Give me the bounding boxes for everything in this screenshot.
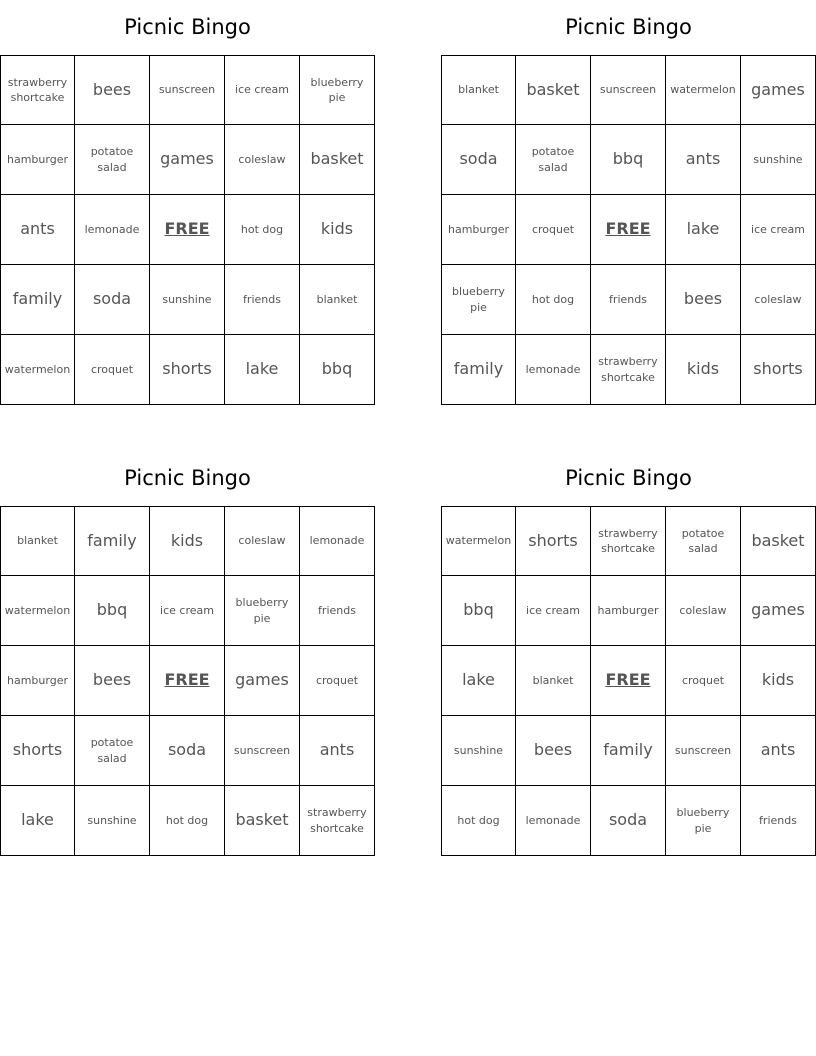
bingo-card-2 bbox=[441, 0, 816, 405]
bingo-card-1 bbox=[0, 0, 375, 405]
bingo-cell[interactable]: bbq bbox=[75, 576, 150, 646]
bingo-cell[interactable]: basket bbox=[741, 506, 816, 576]
bingo-cell[interactable]: sunshine bbox=[741, 125, 816, 195]
bingo-cell[interactable]: croquet bbox=[666, 646, 741, 716]
bingo-cell[interactable]: blueberry pie bbox=[441, 265, 516, 335]
bingo-cell[interactable]: lake bbox=[441, 646, 516, 716]
bingo-grid bbox=[441, 506, 816, 856]
bingo-cell[interactable]: coleslaw bbox=[666, 576, 741, 646]
bingo-cell[interactable]: hamburger bbox=[0, 646, 75, 716]
bingo-cell[interactable]: potatoe salad bbox=[75, 125, 150, 195]
bingo-cell[interactable]: kids bbox=[666, 335, 741, 405]
bingo-cell[interactable]: sunscreen bbox=[591, 55, 666, 125]
bingo-cell[interactable]: hamburger bbox=[591, 576, 666, 646]
bingo-cell[interactable]: lemonade bbox=[516, 335, 591, 405]
bingo-cell[interactable]: blanket bbox=[441, 55, 516, 125]
bingo-grid bbox=[441, 55, 816, 405]
bingo-cell[interactable]: strawberry shortcake bbox=[591, 506, 666, 576]
bingo-cell[interactable]: friends bbox=[300, 576, 375, 646]
bingo-grid bbox=[0, 55, 375, 405]
bingo-cell[interactable]: coleslaw bbox=[741, 265, 816, 335]
bingo-cell[interactable]: blanket bbox=[516, 646, 591, 716]
bingo-cell[interactable]: lemonade bbox=[75, 195, 150, 265]
bingo-cell[interactable]: ice cream bbox=[225, 55, 300, 125]
bingo-cell[interactable]: blueberry pie bbox=[300, 55, 375, 125]
bingo-cell[interactable]: hot dog bbox=[516, 265, 591, 335]
bingo-cell[interactable]: croquet bbox=[516, 195, 591, 265]
bingo-cell[interactable]: family bbox=[75, 506, 150, 576]
bingo-cell[interactable]: ants bbox=[0, 195, 75, 265]
bingo-cell[interactable]: ice cream bbox=[150, 576, 225, 646]
bingo-cell[interactable]: basket bbox=[300, 125, 375, 195]
bingo-cell[interactable]: friends bbox=[591, 265, 666, 335]
bingo-cell[interactable]: ice cream bbox=[741, 195, 816, 265]
bingo-cell[interactable]: hot dog bbox=[225, 195, 300, 265]
bingo-cell[interactable]: family bbox=[0, 265, 75, 335]
bingo-cell[interactable]: soda bbox=[150, 716, 225, 786]
bingo-cell[interactable]: friends bbox=[741, 786, 816, 856]
bingo-cell[interactable]: shorts bbox=[516, 506, 591, 576]
bingo-cell[interactable]: kids bbox=[741, 646, 816, 716]
bingo-cell[interactable]: kids bbox=[150, 506, 225, 576]
bingo-cell[interactable]: lake bbox=[666, 195, 741, 265]
bingo-cell[interactable]: bbq bbox=[591, 125, 666, 195]
bingo-cell[interactable]: friends bbox=[225, 265, 300, 335]
bingo-cell[interactable]: croquet bbox=[75, 335, 150, 405]
bingo-cell[interactable]: coleslaw bbox=[225, 125, 300, 195]
bingo-cell[interactable]: blanket bbox=[300, 265, 375, 335]
bingo-cell[interactable]: lake bbox=[0, 786, 75, 856]
bingo-cell[interactable]: soda bbox=[441, 125, 516, 195]
bingo-cell[interactable]: bees bbox=[75, 55, 150, 125]
bingo-cell[interactable]: bbq bbox=[300, 335, 375, 405]
bingo-cell[interactable]: shorts bbox=[0, 716, 75, 786]
bingo-cell[interactable]: hamburger bbox=[0, 125, 75, 195]
bingo-cell[interactable]: basket bbox=[225, 786, 300, 856]
bingo-cell[interactable]: sunscreen bbox=[225, 716, 300, 786]
bingo-cell[interactable]: bbq bbox=[441, 576, 516, 646]
free-space-cell[interactable]: FREE bbox=[150, 195, 225, 265]
bingo-cell[interactable]: shorts bbox=[150, 335, 225, 405]
bingo-card-3 bbox=[0, 451, 375, 856]
free-space-cell[interactable]: FREE bbox=[591, 646, 666, 716]
bingo-cell[interactable]: sunshine bbox=[75, 786, 150, 856]
bingo-cell[interactable]: bees bbox=[75, 646, 150, 716]
bingo-cell[interactable]: watermelon bbox=[0, 335, 75, 405]
bingo-cell[interactable]: strawberry shortcake bbox=[0, 55, 75, 125]
bingo-cell[interactable]: lake bbox=[225, 335, 300, 405]
card-title: Picnic Bingo bbox=[124, 466, 251, 490]
bingo-cell[interactable]: potatoe salad bbox=[75, 716, 150, 786]
bingo-cell[interactable]: potatoe salad bbox=[516, 125, 591, 195]
bingo-cell[interactable]: lemonade bbox=[516, 786, 591, 856]
bingo-cell[interactable]: sunscreen bbox=[666, 716, 741, 786]
bingo-cell[interactable]: soda bbox=[591, 786, 666, 856]
bingo-cell[interactable]: games bbox=[225, 646, 300, 716]
bingo-cell[interactable]: watermelon bbox=[0, 576, 75, 646]
bingo-cell[interactable]: hot dog bbox=[441, 786, 516, 856]
bingo-cell[interactable]: watermelon bbox=[666, 55, 741, 125]
bingo-cell[interactable]: coleslaw bbox=[225, 506, 300, 576]
bingo-cell[interactable]: blueberry pie bbox=[666, 786, 741, 856]
bingo-cell[interactable]: sunscreen bbox=[150, 55, 225, 125]
bingo-cell[interactable]: hot dog bbox=[150, 786, 225, 856]
bingo-cell[interactable]: hamburger bbox=[441, 195, 516, 265]
bingo-grid bbox=[0, 506, 375, 856]
bingo-cell[interactable]: blueberry pie bbox=[225, 576, 300, 646]
bingo-cell[interactable]: bees bbox=[666, 265, 741, 335]
bingo-cell[interactable]: strawberry shortcake bbox=[591, 335, 666, 405]
bingo-cell[interactable]: games bbox=[741, 576, 816, 646]
bingo-cell[interactable]: soda bbox=[75, 265, 150, 335]
bingo-cell[interactable]: sunshine bbox=[150, 265, 225, 335]
bingo-cell[interactable]: ants bbox=[666, 125, 741, 195]
bingo-cell[interactable]: ice cream bbox=[516, 576, 591, 646]
bingo-cell[interactable]: blanket bbox=[0, 506, 75, 576]
bingo-cell[interactable]: kids bbox=[300, 195, 375, 265]
bingo-cell[interactable]: bees bbox=[516, 716, 591, 786]
bingo-cell[interactable]: games bbox=[150, 125, 225, 195]
bingo-cell[interactable]: basket bbox=[516, 55, 591, 125]
card-title: Picnic Bingo bbox=[565, 466, 692, 490]
bingo-cell[interactable]: games bbox=[741, 55, 816, 125]
bingo-cell[interactable]: sunshine bbox=[441, 716, 516, 786]
free-space-cell[interactable]: FREE bbox=[591, 195, 666, 265]
bingo-cell[interactable]: potatoe salad bbox=[666, 506, 741, 576]
bingo-cell[interactable]: shorts bbox=[741, 335, 816, 405]
card-title: Picnic Bingo bbox=[124, 15, 251, 39]
card-title: Picnic Bingo bbox=[565, 15, 692, 39]
bingo-cell[interactable]: strawberry shortcake bbox=[300, 786, 375, 856]
bingo-cell[interactable]: ants bbox=[741, 716, 816, 786]
free-space-cell[interactable]: FREE bbox=[150, 646, 225, 716]
bingo-card-4 bbox=[441, 451, 816, 856]
bingo-cell[interactable]: lemonade bbox=[300, 506, 375, 576]
bingo-cell[interactable]: family bbox=[441, 335, 516, 405]
bingo-cell[interactable]: croquet bbox=[300, 646, 375, 716]
bingo-cell[interactable]: watermelon bbox=[441, 506, 516, 576]
bingo-cell[interactable]: ants bbox=[300, 716, 375, 786]
bingo-cell[interactable]: family bbox=[591, 716, 666, 786]
